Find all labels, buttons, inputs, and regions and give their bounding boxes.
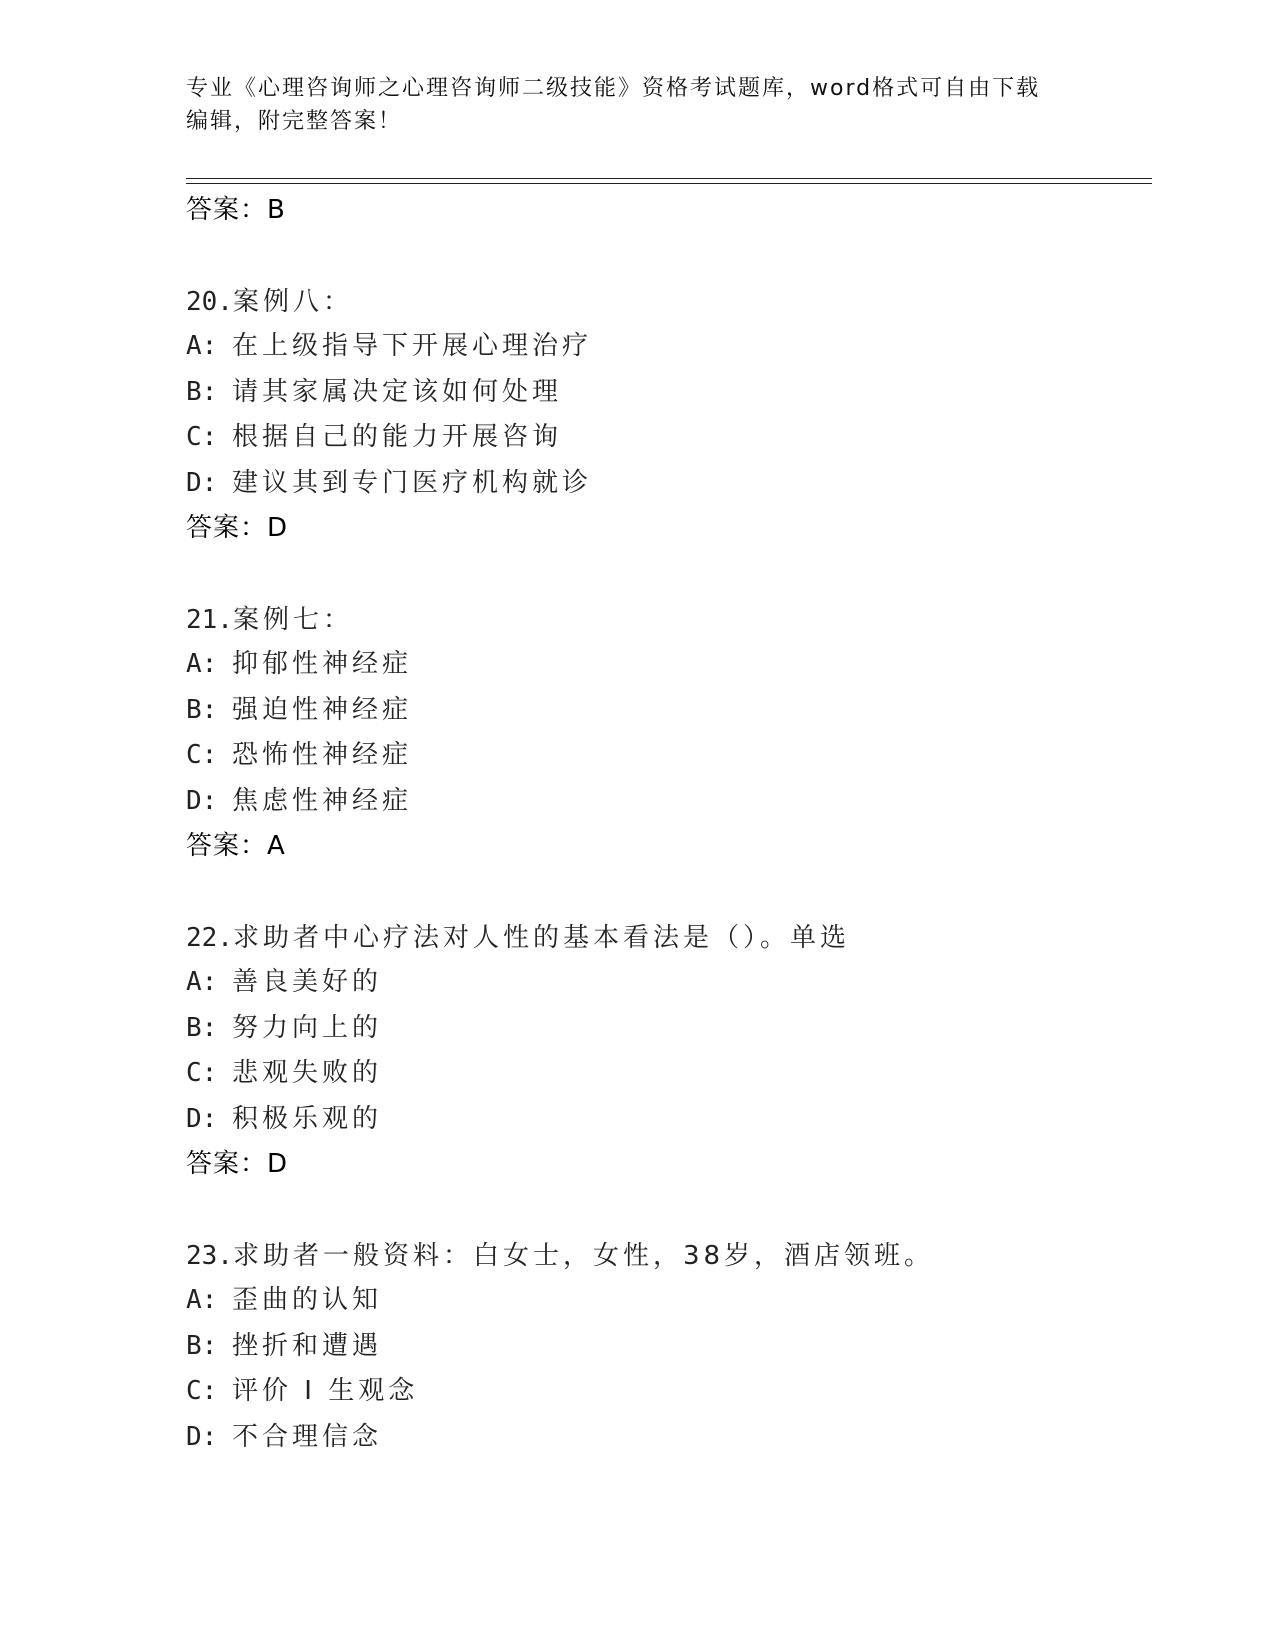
option-letter: D:: [186, 1103, 218, 1134]
option-b: [186, 688, 1146, 734]
header-divider-bottom: [186, 183, 1152, 184]
question-number: 23.: [186, 1241, 233, 1271]
option-d: [186, 1415, 1146, 1461]
option-d: [186, 1097, 1146, 1143]
option-b: [186, 1006, 1146, 1052]
option-text: 不合理信念: [232, 1421, 383, 1452]
option-letter: A:: [186, 649, 218, 679]
option-a: [186, 1278, 1146, 1324]
option-text: 建议其到专门医疗机构就诊: [232, 467, 593, 498]
option-d: [186, 779, 1146, 825]
question-stem: [186, 916, 1146, 960]
option-letter: C:: [186, 1376, 218, 1406]
option-text: 歪曲的认知: [232, 1285, 383, 1315]
option-text: 评价 I 生观念: [232, 1376, 419, 1406]
option-letter: B:: [186, 376, 218, 407]
option-letter: C:: [186, 422, 218, 452]
option-d: [186, 461, 1146, 507]
option-text: 根据自己的能力开展咨询: [232, 422, 563, 452]
option-letter: B:: [186, 1330, 218, 1361]
option-text: 焦虑性神经症: [232, 785, 413, 816]
question-answer: 答案：D: [186, 1149, 289, 1179]
question-answer: 答案：D: [186, 513, 289, 543]
option-text: 积极乐观的: [232, 1103, 383, 1134]
option-text: 悲观失败的: [232, 1058, 383, 1088]
option-a: [186, 642, 1146, 688]
option-text: 恐怖性神经症: [232, 740, 413, 770]
option-text: 请其家属决定该如何处理: [232, 376, 563, 407]
question-list: [186, 188, 1146, 1460]
question-stem: [186, 1234, 1146, 1278]
option-letter: B:: [186, 1012, 218, 1043]
option-c: [186, 415, 1146, 461]
option-letter: C:: [186, 740, 218, 770]
option-letter: B:: [186, 694, 218, 725]
question-stem: [186, 598, 1146, 642]
option-b: [186, 1324, 1146, 1370]
question-block-22: [186, 916, 1146, 1186]
option-text: 在上级指导下开展心理治疗: [232, 331, 593, 361]
question-text: 求助者一般资料：白女士，女性，38岁，酒店领班。: [232, 1241, 935, 1271]
option-text: 挫折和遭遇: [232, 1330, 383, 1361]
question-text: 求助者中心疗法对人性的基本看法是（）。单选: [232, 923, 850, 953]
option-c: [186, 1051, 1146, 1097]
option-letter: A:: [186, 331, 218, 361]
option-c: [186, 1369, 1146, 1415]
header-line-1: 专业《心理咨询师之心理咨询师二级技能》资格考试题库，word格式可自由下载: [186, 76, 1041, 101]
option-letter: D:: [186, 1421, 218, 1452]
option-text: 抑郁性神经症: [232, 649, 413, 679]
question-stem: [186, 280, 1146, 324]
document-header: [186, 72, 1086, 138]
previous-answer: 答案：B: [186, 195, 286, 225]
option-text: 善良美好的: [232, 967, 383, 997]
question-block-23: [186, 1234, 1146, 1460]
option-letter: D:: [186, 785, 218, 816]
question-text: 案例八：: [232, 287, 353, 317]
header-line-2: 编辑，附完整答案！: [186, 109, 403, 134]
question-number: 22.: [186, 923, 233, 953]
option-text: 努力向上的: [232, 1012, 383, 1043]
option-letter: A:: [186, 967, 218, 997]
question-number: 21.: [186, 605, 233, 635]
question-answer: 答案：A: [186, 831, 286, 861]
option-letter: D:: [186, 467, 218, 498]
header-divider-top: [186, 178, 1152, 179]
option-letter: C:: [186, 1058, 218, 1088]
option-a: [186, 960, 1146, 1006]
option-text: 强迫性神经症: [232, 694, 413, 725]
option-b: [186, 370, 1146, 416]
option-letter: A:: [186, 1285, 218, 1315]
question-block-20: [186, 280, 1146, 550]
question-number: 20.: [186, 287, 233, 317]
question-text: 案例七：: [232, 605, 353, 635]
option-c: [186, 733, 1146, 779]
option-a: [186, 324, 1146, 370]
question-block-21: [186, 598, 1146, 868]
